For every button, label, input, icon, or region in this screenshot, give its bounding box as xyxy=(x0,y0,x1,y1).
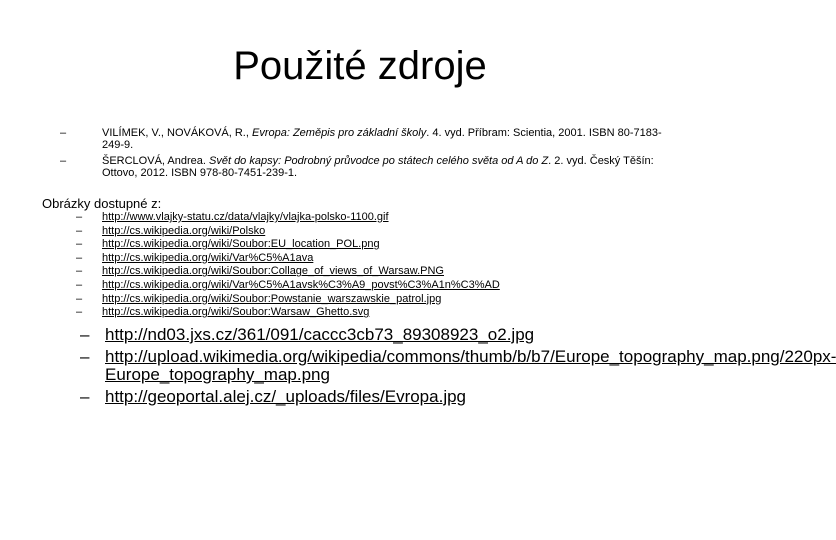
reference-details: . 2. vyd. Český Těšín: Ottovo, 2012. ISBN 978-80-7451-239-1. xyxy=(102,155,654,179)
images-sources-label: Obrázky dostupné z: xyxy=(42,196,162,211)
image-source-link[interactable]: http://cs.wikipedia.org/wiki/Var%C5%A1avsk%C3%A9_povst%C3%A1n%C3%AD xyxy=(102,278,500,291)
image-source-link[interactable]: http://cs.wikipedia.org/wiki/Soubor:Powstanie_warszawskie_patrol.jpg xyxy=(102,292,442,305)
image-source-link[interactable]: http://cs.wikipedia.org/wiki/Polsko xyxy=(102,224,266,237)
list-item xyxy=(76,265,696,279)
image-source-link[interactable]: http://cs.wikipedia.org/wiki/Soubor:Collage_of_views_of_Warsaw.PNG xyxy=(102,265,444,278)
image-source-list-large xyxy=(80,325,836,410)
list-item xyxy=(76,211,696,225)
list-dash: – xyxy=(80,347,90,366)
list-item xyxy=(80,326,680,344)
list-dash: – xyxy=(76,251,83,264)
list-dash: – xyxy=(60,127,67,139)
reference-authors: ŠERCLOVÁ, Andrea. xyxy=(102,155,209,167)
reference-work-title: Svět do kapsy: Podrobný průvodce po státech celého světa od A do Z xyxy=(209,155,549,167)
list-item xyxy=(76,293,696,307)
reference-details: . 4. vyd. Příbram: Scientia, 2001. ISBN 80-7183-249-9. xyxy=(102,127,662,151)
list-dash: – xyxy=(76,278,83,291)
image-source-link[interactable]: http://nd03.jxs.cz/361/091/caccc3cb73_89308923_o2.jpg xyxy=(105,325,535,344)
list-dash: – xyxy=(60,155,67,167)
list-dash: – xyxy=(76,238,83,251)
reference-list xyxy=(60,127,680,183)
reference-item xyxy=(60,155,680,179)
list-dash: – xyxy=(76,292,83,305)
list-dash: – xyxy=(76,211,83,223)
list-item xyxy=(76,279,696,293)
image-source-list xyxy=(76,211,696,320)
image-source-link[interactable]: http://geoportal.alej.cz/_uploads/files/Evropa.jpg xyxy=(105,387,467,406)
list-dash: – xyxy=(80,387,90,406)
reference-work-title: Evropa: Zeměpis pro základní školy xyxy=(251,127,427,139)
slide-title: Použité zdroje xyxy=(233,44,487,88)
list-item xyxy=(80,388,680,406)
image-source-link[interactable]: http://cs.wikipedia.org/wiki/Soubor:EU_location_POL.png xyxy=(102,238,380,251)
list-item xyxy=(76,252,696,266)
list-dash: – xyxy=(76,265,83,278)
list-item xyxy=(80,347,836,384)
image-source-link[interactable]: http://cs.wikipedia.org/wiki/Var%C5%A1ava xyxy=(102,251,314,264)
list-dash: – xyxy=(76,306,83,319)
list-dash: – xyxy=(76,224,83,237)
reference-item xyxy=(60,127,680,151)
image-source-link[interactable]: http://cs.wikipedia.org/wiki/Soubor:Warsaw_Ghetto.svg xyxy=(102,306,370,319)
reference-authors: VILÍMEK, V., NOVÁKOVÁ, R., xyxy=(102,127,252,139)
image-source-link[interactable]: http://upload.wikimedia.org/wikipedia/commons/thumb/b/b7/Europe_topography_map.png/220px-Europe_topography_map.png xyxy=(105,347,836,384)
image-source-link[interactable]: http://www.vlajky-statu.cz/data/vlajky/vlajka-polsko-1100.gif xyxy=(102,211,389,223)
list-item xyxy=(76,306,696,320)
list-dash: – xyxy=(80,325,90,344)
list-item xyxy=(76,238,696,252)
list-item xyxy=(76,225,696,239)
